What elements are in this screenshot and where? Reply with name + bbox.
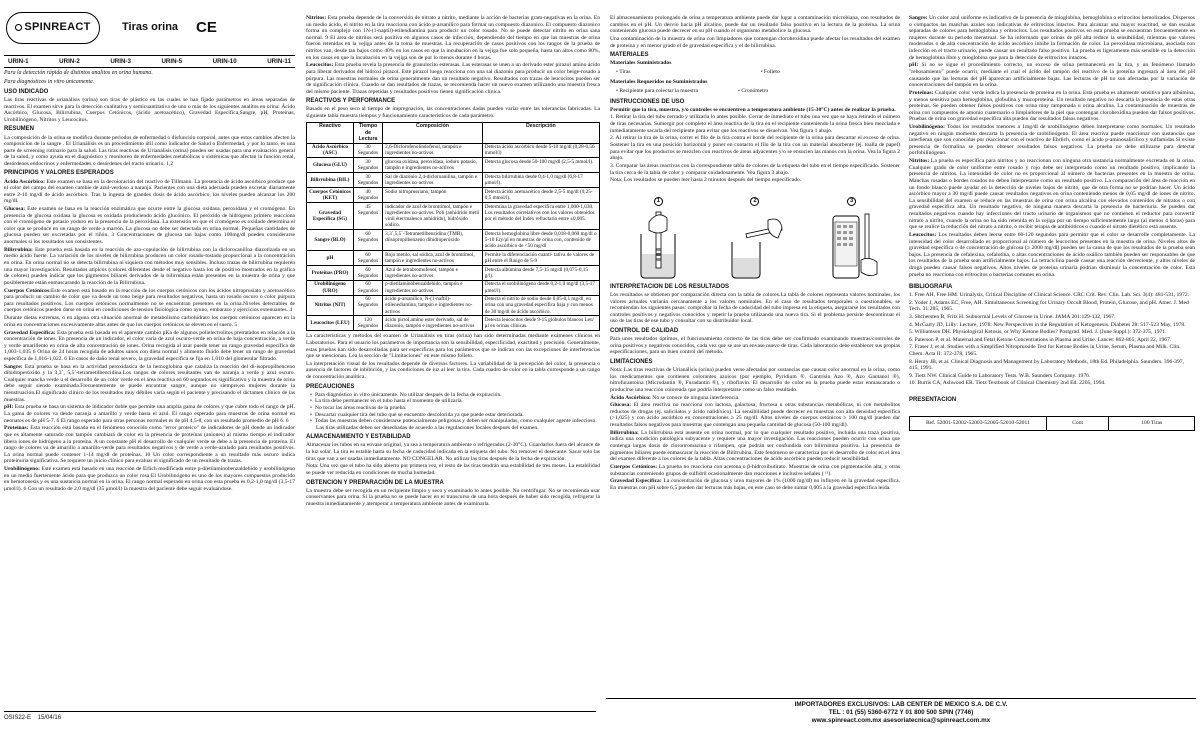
table-cell: Determina la gravedad específica entre 1,000-1,030. Los resultados correlativos con los valores obtenidos por el método del Index refractario entre ±0,005.: [482, 202, 599, 229]
term-label: Gravedad Específica:: [4, 329, 56, 336]
presentation-table: [909, 416, 1195, 431]
table-row: [307, 316, 600, 331]
list-item: • Recipiente para colectar la muestra: [616, 88, 698, 95]
table-cell: 3,3´,5,5´-Tetrametilbenzidina (TMB), diisopropilbenzeno dihidroperóxido: [383, 230, 483, 251]
table-cell: 2,6-Diclorofenolindofenol, tampón e ingredientes no-activos: [383, 143, 483, 158]
paragraph: [4, 425, 295, 465]
term-label: Leucocitos:: [306, 62, 334, 69]
paragraph: [4, 404, 295, 424]
term-text: La concentración de glucosa y urea mayores de 1% (1000 mg/dl) no influyen en la gravedad específica. En muestras con pH sobre 6,5 pueden dar lecturas más bajas, en este caso se debe sumar 0,005 a la gravedad específica leída.: [610, 478, 900, 491]
table-cell: 60 Segundos: [353, 265, 382, 280]
table-cell: Detecta ácido acetoacético desde 2,5-5 mg/dl (0,25-0,5 mmol/l).: [482, 188, 599, 203]
obtencion-text-3: Una contaminación de la muestra de orina con limpiadores que contengan clorohexidina puede afectar los resultados del examen de proteína y en menor grado el de gravedad específica y el de bilirrubina.: [610, 35, 900, 49]
interpretacion-text: Los resultados se obtienen por comparación directa con la tabla de colores.La tabla de colores representa valores nominales, los valores actuales variarán cercanamente a los valores nominales. En el caso de resultados temporales o cuestionables, se recomiendan los siguientes pasos: comprobar la fecha de caducidad del tubo impresa en la etiqueta, asegurarse los resultados con controles positivos y negativos conocidos y repetir la prueba utilizando una nueva tira. Si el problema persiste descontinuar el uso de las tiras de ese tubo y consultar con su distribuidor local.: [610, 292, 900, 325]
column-2: [306, 15, 600, 715]
table-row: [307, 143, 600, 158]
term-text: Esta prueba revela la presencia de granulocito esterasas. Las esterasas se unen a un derivado ester pirazol amino ácido para liberar derivados del hidroxi pirazol. Este pirazol luego reacciona con una sal diazonio para producir un color beige-rosado a púrpura. Las muestras normales de orina generalmente dan un resultado negativo. Resultados con trazas de leucocitos pueden ser de significación clínica. Cuando se dan resultados de trazas, se recomienda hacer un nuevo examen utilizando una muestra fresca del mismo paciente. Trazas repetidas y resultados positivos tienen significación clínica.: [306, 62, 600, 95]
material-item: Cronómetro: [741, 88, 769, 95]
bibliography-list: [909, 292, 1195, 387]
table-cell: Sangre (BLO): [307, 230, 354, 251]
bibliography-item: 2. Yoder J, Adams EC, Free, AH. Simultaneous Screening for Urinary Occult Blood, Protein, Glucose, and pH. Amer. J. Med Tech. 31:285, 1965.: [909, 299, 1189, 313]
table-cell: Glucosa (GLU): [307, 158, 354, 173]
instruction-step: 2. Al retirar la tira de la orina, correr el filo de la tira contra el borde del recipiente de la orina para descartar el exceso de orina. Sostener la tira en una posición horizontal y poner en contacto el filo de la tira con un material absorbente (ej. toalla de papel) para evitar que los productos se mezclen con reactivos de áreas adyacentes y/o se ensucien las manos con la orina. Vea la figura 2 abajo.: [610, 135, 900, 162]
list-item: • Todas las muestras deben considerarse potencialmente peligrosas y deben ser manipuladas, como cualquier agente infeccioso.: [310, 418, 600, 425]
table-cell: 120 Segundos: [353, 316, 382, 331]
table-cell: 60 Segundos: [353, 295, 382, 316]
table-row: [910, 416, 1195, 430]
table-row: [307, 158, 600, 173]
header-brand-row: [4, 4, 295, 56]
paragraph: [4, 466, 295, 492]
term-label: Bilirrubina:: [4, 246, 33, 253]
table-cell: 60 Segundos: [353, 250, 382, 265]
footer-left: [4, 711, 596, 722]
figure-3: [821, 197, 883, 280]
table-cell: Bilirrubina (BIL): [307, 173, 354, 188]
bibliography-item: 8. Henry JB, et al. Clinical Diagnosis and Management by Laboratory Methods, 18th Ed. Philadelphia. Saunders. 396-397, 415, 1991.: [909, 358, 1184, 372]
term-label: Sangre:: [909, 15, 928, 21]
material-item: Tiras: [619, 68, 631, 75]
table-cell: 60 Segundos: [353, 230, 382, 251]
table-header: Composición: [383, 122, 483, 143]
reactivos-after: La características y métodos del examen de Urianálisis en tiras (orina) han sido determinadas mediante exámenes clínicos en Laboratorios. Para el usuario los parámetros de importancia son la sensibilidad, especificidad, exactitud y precisión. Generalmente, estas pruebas han sido desarrolladas para ser específicas para los parámetros que se indican con las excepciones de interferencias que se mencionan. Lea la sección de "Limitaciones" en este mismo folleto.: [306, 333, 600, 360]
table-cell: Sal de diazonio 2,4-dicloroanilina, tampón e ingredientes no-activos: [383, 173, 483, 188]
paragraph: [909, 62, 1195, 88]
term-text: El área reactiva no reacciona con lactosa, galactosa, fructosa u otras substancias metabólicas, ni con metabolitos reductos de drogas (ej. salicilatos y ácido nalidíxico). La sensibilidad puede decrecer en muestras con alta densidad específica (>1,025) y con ácido ascórbico en concentraciones ≥ 25 mg/dl. Altos niveles de cuerpos cetónicos ≥ 100 mg/dl pueden dar resultados falsos negativos para muestras que contengan una pequeña cantidad de glucosa (50-100 mg/dl).: [610, 402, 900, 429]
section-heading-calidad: CONTROL DE CALIDAD: [610, 328, 679, 335]
uso-text: Las tiras reactivas de urianálisis (orina) son tiras de plástico en las cuales se han fijado parámetros en áreas separadas de reactivos. El examen sirve para la detección cualitativa y semicuantitativa de uno o más de los siguientes analitos en orina: Ácido Ascórbico, Glucosa, Bilirrubina, Cuerpos Cetónicos, (ácido acetoacético), Gravedad Específica,Sangre, pH, Proteínas, Urobilinógeno, Nitritos y Leucocitos.: [4, 97, 295, 123]
almacenamiento-text: Almacenar los tubos en su envase original, ya sea a temperatura ambiente o refrigerados (2-30°C). Guardarlos fuera del alcance de la luz solar. La tira es estable hasta su fecha de caducidad indicada en la etiqueta del tubo. No remover el desecante. Sacar solo las tiras que van a ser usadas inmediatamente. NO CONGELAR. No utilizar las tiras después de la fecha de expiración.: [306, 442, 600, 462]
instruction-step: 1. Retirar la tira del tubo cerrado y utilizarla lo antes posible. Cerrar de inmediato el tubo una vez que se haya retirado el número de tiras necesarias. Sumergir por completo el área reactiva de la tira en el recipiente conteniendo la orina fresca bien mezclada e inmediatamente sacarla del recipiente para evitar que los reactivos se disuelvan. Vea figura 1 abajo.: [610, 114, 900, 134]
table-cell: p-dietilaminobenzaldehido, tampón e ingredientes no-activos: [383, 280, 483, 295]
table-cell: Rojo metilo, sal sódica, azul de bromtimol, tampón e ingredientes no-activos: [383, 250, 483, 265]
code: URIN-10: [212, 58, 237, 65]
material-item: Folleto: [763, 68, 780, 75]
code: URIN-5: [161, 58, 183, 65]
bibliography-item: 3. Shchersten B, Fritz H. Subnormal Levels of Glucose in Urine. JAMA 201:129-132, 1967.: [909, 313, 1116, 320]
web-line: www.spinreact.com.mx asesoriatecnica@spinreact.com.mx: [811, 716, 991, 724]
table-row: [307, 280, 600, 295]
paragraph: [4, 206, 295, 246]
resumen-text: La composición de la orina se modifica durante periodos de enfermedad o disfunción corporal, antes que estos cambios afecten la composición de la sangre . El Urianálisis es un procedimiento útil como indicador de Salud o Enfermedad, y por lo tanto, es una parte de screening rutinario para la salud. Las tiras reactivas de Urianálisis (orina) pueden ser usadas para una evaluación general de la salud, y como ayuda en el diagnóstico y monitoreo de enfermedades metabólicas o sistémicas que afectan la función renal, desórdenes endocrinos y enfermedades o desórdenes del tracto urinario. 1,2: [4, 134, 295, 167]
list-item: • Descartar cualquier tira del tubo que se encuentre descolorida ya que puede estar deteriorada.: [310, 412, 600, 419]
term-label: Proteínas:: [909, 89, 934, 96]
column-1: [4, 4, 295, 709]
section-heading-almacenamiento: ALMACENAMIENTO Y ESTABILIDAD: [306, 434, 411, 441]
column-3: [610, 15, 900, 715]
list-item: • Para diagnóstico in vitro únicamente. No utilizar después de la fecha de expiración.: [310, 392, 600, 399]
table-cell: ácido p-arsanílico, N-(1-naftil)-etilenediamina, tampón e ingredientes no-activos: [383, 295, 483, 316]
term-text: Este prueba está basada en la reacción de azo-copulación de bilirrubina con la diclorocanilina diazotizada en un medio ácido fuerte. La variación de los niveles de bilirrubina producen un color rosado-tostado proporcional a la concentración en orina. En orina normal no se detecta bilirrubina ni siquiera con métodos muy sensibles. Incluso trazas de bilirrubina requieren una mayor investigación. Resultados atípicos (colores diferentes desde el negativo hasta los de positivo mostrados en la gráfica de colores) pueden indicar que los pigmentos biliares derivados de la bilirrubina están presentes en la muestra de orina y que posiblemente están enmascarando la reacción de la Bilirrubina.: [4, 246, 295, 286]
table-row: [307, 202, 600, 229]
reagents-table: [306, 122, 600, 332]
paragraph: [4, 247, 295, 287]
footer-right: [606, 698, 1196, 725]
term-text: Esta prueba se basa un sistema de indicador doble que permite una amplia gama de colores y que cubre todo el rango de pH. La gama de colores va desde naranja a amarillo y verde hasta el azul. El rango esperado para muestras de orina normal en neonatos es de pH 5-7. 6 El rango esperado para otras personas normales es de pH 4,5-8, con un resultado promedio de pH 6. 6: [4, 404, 295, 424]
presentation-ref: Ref. 52001-52002-52003-52005-52010-52011: [910, 416, 1047, 430]
term-text: No se conoce de ninguna interferencia.: [650, 394, 740, 401]
table-cell: 30 Segundos: [353, 143, 382, 158]
principios-continued: [306, 15, 600, 95]
term-label: Cuerpos Cetónicos:: [4, 287, 52, 294]
paragraph: [306, 15, 600, 61]
code: URIN-1: [8, 58, 29, 65]
term-text: Los resultados deben leerse entre 60-120 segundos para permitir que el color se desarrolle completamente. La intensidad del color desarrollado es proporcional al número de leucocitos presentes en la muestra de orina. Niveles altos de gravedad específica o de concentración de glucosa (≥ 2000 mg/dl) pueden ser la causa de que los resultados de la prueba sean bajos. La presencia de cefalexina, cefalotina, o altas concentraciones de ácido oxálico también pueden ser responsables de que los resultados de la prueba sean artificialmente bajos. La tetraciclina puede causar una reacción decreciente, y altos niveles de droga pueden causar falsos negativos. Altos niveles de proteína urinaria podrían disminuir la concentración de color. Esta prueba no reacciona con eritrocitos o bacterias comunes en orina.: [909, 231, 1195, 278]
paragraph: [610, 402, 900, 428]
table-cell: Leucocitos (LEU): [307, 316, 354, 331]
section-heading-resumen: RESUMEN: [4, 126, 35, 133]
spinreact-logo: [6, 12, 100, 44]
table-cell: Urobilinógeno (URO): [307, 280, 354, 295]
table-header: Descripción: [482, 122, 599, 143]
section-heading-interpretacion: INTERPRETACION DE LOS RESULTADOS: [610, 283, 730, 290]
obtencion-text-2: El almacenamiento prolongado de orina a temperatura ambiente puede dar lugar a contaminación microbiana, con resultados de cambios en el pH. Un desvío hacia pH alcalino, puede dar un resultado falso positivo en la lectura de la proteína. La orina conteniendo glucosa puede decrecer en su pH cuando el organismo metabolice la glucosa.: [610, 15, 900, 35]
obtencion-text: La muestra debe ser recogida en un recipiente limpio y seco y examinado lo antes posible. No centrifugar. No se recomienda usar conservantes para orina. Si la prueba no se puede hacer en el transcurso de una hora después de haber sido recogida, refrigerar la muestra inmediatamente y atemperar a temperatura ambiente antes de examinarla.: [306, 487, 600, 507]
dip-strip-illustration: [627, 208, 689, 280]
precauciones-list: [306, 392, 600, 425]
table-cell: Azul de tetrabromofenol, tampón e ingredientes no-activos: [383, 265, 483, 280]
term-label: Cuerpos Cetónicos:: [610, 464, 658, 471]
table-header-row: [307, 122, 600, 143]
term-text: Esta prueba depende de la conversión de nitrato a nitrito, mediante la acción de bacterias gram-negativas en la orina. En un medio ácido, el nitrito en la tira reacciona con ácido p-arsanílico para formar un compuesto diazonico. El compuesto diazonico forma un complejo con 1N-(1-naptil)-etilendiamina para producir un color rosado. No se puede detectar nitrito en orina sana normal. 9 El área de nitritos será positiva en algunos casos de infección, dependiendo del tiempo en que las muestras de orina fueron retenidas en la vejiga antes de la toma de muestras. La recuperación de casos positivos con los rangos de la prueba de nitritos van, desde tan bajos como 40% en los casos en que la incubación en la vejiga fue solo pequeña, hasta tan altos como 80%, en los casos en que la incubación en la vejiga son de por lo menos durante 4 horas.: [306, 15, 600, 61]
term-text: Esta prueba está basada en el aparente cambio pKa de algunos polielectrolitos pretratados en relación a la concentración de iones. En presencia de un indicador, el color varía de azul oscuro-verde en orina de baja concentración, a verde y verde amarillento en orina de alta concentración de iones. Orina recogida al azar puede tener un rango gravedad específica de 1,003-1,035 6 Orina de 24 horas recogida de adultos sanos con dieta normal y alimento fluido debe tener un rango de gravedad específica de 1,016-1,022. 6 En casos de daño renal severo, la gravedad específica se fija en 1,010 del glomerular filtrado.: [4, 329, 295, 362]
table-cell: Detecta el urobilinógeno desde 0,2-1,0 mg/dl (3,5-17 μmol/l).: [482, 280, 599, 295]
paragraph: [909, 90, 1195, 123]
section-heading-reactivos: REACTIVOS Y PERFORMANCE: [306, 98, 396, 105]
ce-mark: CE: [196, 18, 217, 36]
term-label: Sangre:: [4, 363, 23, 370]
code: URIN-2: [59, 58, 80, 65]
table-row: [307, 250, 600, 265]
term-text: Este examen se basa en la reacción enzimática que ocurre entre la glucosa oxidasa, peroxidasa y el cromógeno. En presencia de glucosa oxidasa la glucosa es oxidada produciendo ácido glucónico. El peróxido de hidrógeno primero reacciona con el cromógeno de potasio yoduro en la presencia de la peroxidasa. La extensión en que el cromógeno es oxidado determina el color que se produce en un rango de verde a marrón. La glucosa no debe ser detectada en orina normal. Pequeñas cantidades de glucosa pueden ser excretadas por el riñón. 3 Concentraciones de glucosa tan bajas como 100mg/dl pueden considerarse anormales si los resultados son consistentes.: [4, 206, 295, 246]
figure-number: 3: [847, 197, 856, 206]
term-text: Este examen está basado en una reacción de Erlich modificada entre p-dietilaminobenzaldehido y urobilinógeno en un medio fuertemente ácido para que produzca un color rosa El Urobilinógeno es uno de los mayores compuestos producido en hemotonesis y es una sustancia normal en la orina. El rango normal esperado en orina con esta prueba es 0,2-1,0 mg/dl (3,5-17 μmol/l). 6 Con un resultado de 2,0 mg/dl (35 μmol/l) la muestra del paciente debe seguir evaluándose.: [4, 466, 295, 492]
table-cell: indicador de azul de bromtimol, tampón e ingredientes no-activos. Poli (anhidrido metil vinil éter/malesco anhidrido), hidróxido sódico.: [383, 202, 483, 229]
table-row: [307, 265, 600, 280]
table-cell: Permite la diferenciación cuanti- tativa de valores de pH entre el Rango de 5-9: [482, 250, 599, 265]
bibliography-item: 9. Tietz NW. Clinical Guide to Laboratory Tests. W.B. Saunders Company. 1976.: [909, 372, 1091, 379]
term-text: Todos los resultados menores a 1mg/dl de urobilinógeno deben interpretarse como normales. Un resultado negativo en ningún momento descarta la presencia de urobilinógeno. El área reactiva puede reaccionar con sustancias que interfieran que son conocidas por reaccionar con el reactivo de Ehrlich, como el ácido p-aminosalicílico y sulfamidas.Si existe presencia de formalina se pueden obtener resultados falsos negativos. La prueba no debe utilizarse para detectar porfobilinógeno.: [909, 124, 1195, 157]
table-row: [307, 295, 600, 316]
list-item: • La tira debe permanecer en el tubo hasta el momento de utilizarla.: [310, 398, 600, 405]
figure-number: 2: [750, 197, 759, 206]
compare-chart-illustration: [821, 208, 883, 280]
almacenamiento-note: Nota: Una vez que el tubo ha sido abierto por primera vez, el resto de las tiras tendrán una estabilidad de tres meses. La estabilidad se puede ver reducida en condiciones de mucha humedad.: [306, 463, 600, 476]
term-label: Glucosa:: [4, 206, 26, 213]
instrucciones-nota: Nota: Los resultados se pueden leer hasta 2 minutos después del tiempo especificado.: [610, 177, 802, 184]
term-text: Durante dietas extremas, o en alguna otra situación anormal de metabolismo carbohidrato los cuerpos cetónicos aparecen en la orina en concentraciones excesivamente altas antes de que los cuerpos cetónicos se eleven en el suero. 5: [4, 315, 295, 328]
blot-strip-illustration: [724, 208, 786, 280]
term-label: Urobilinógeno:: [4, 466, 40, 473]
table-cell: Detecta hemoglobina libre desde 0,018-0,060 mg/dl o 5-10 Ery/μl en muestras de orina con, contenido de ácido ascórbico de <50 mg/dl: [482, 230, 599, 251]
term-text: Este examen está basado en la reacción de los cuerpos cetónicos con los ácidos nitroprusiato y acetoacético para producir un cambio de color que va desde un tono beige para resultados negativos, hasta un rosado oscuro o color púrpura para resultados positivos. Los cuerpos cetónicos normalmente no se encuentran presentes en la orina.Niveles detectables de cuerpos cetónicos pueden darse en orina en condiciones de tension fisiológica como ayuno, embarazo y ejercicios extenuantes. 4: [4, 287, 295, 314]
column-4: [909, 15, 1195, 715]
term-label: Nitritos:: [909, 158, 930, 165]
section-heading-presentacion: PRESENTACION: [909, 396, 957, 403]
document-date: 15/04/16: [37, 715, 62, 721]
principios-list: [4, 179, 295, 493]
term-text: Este examen se basa en la decoloración del reactivo de Tillmann. La presencia de ácido ascórbico produce que el color del campo del examen cambie de azul-verdoso a naranja. Pacientes con una dieta adecuada pueden excretar diariamente entre 2-10 mg/dl de ácido ascórbico. Tras la ingesta de grandes dosis de ácido ascórbico, los niveles pueden alcanzar los 200 mg/dl.: [4, 178, 295, 205]
term-label: Proteínas:: [4, 425, 29, 432]
bibliography-item: 5. Williamson DH. Physiological Ketosis, or Why Ketone Bodies? Postgrad. Med. J. (June Suppl.): 372-375, 1971.: [909, 329, 1167, 336]
product-title: Tiras orina: [122, 21, 179, 34]
table-cell: 40 Segundos: [353, 188, 382, 203]
paragraph: [306, 62, 600, 95]
figure-number: 1: [654, 197, 663, 206]
bibliography-item: 1. Free AH, Free HM. Urinalysis, Critical Discipline of Clinical Science. CRC Crit. Rev. Clin. Lab. Sci. 3(4): 481-531, 1972.: [909, 292, 1190, 299]
phone-line: TEL : 01 (55) 5360-6772 Y 01 800 500 SPIN (7746): [828, 708, 974, 716]
reagents-table-body: [307, 143, 600, 331]
term-label: Ácido Ascórbico:: [610, 394, 651, 401]
section-heading-obtencion: OBTENCION Y PREPARACIÓN DE LA MUESTRA: [306, 479, 444, 486]
term-label: pH:: [4, 404, 14, 411]
term-text: Esta prueba se basa en la actividad peroxidasica de la hemoglobina que cataliza la reacción del di-isopropilbenceno dihidroperóxido y la 3,3´, 5,5´-tetrametilbencidina.Los rangos de colores resultantes van de naranja a verde y azul oscuro. Cualquier mancha verde u el desarrollo de un color verde en el área reactiva en 60 segundos es significativo y la muestra de orina debe seguir siendo examinada.Frecuentemente se puede encontrar sangre, aunque no siempre,en mujeres durante la menstruación.El significado clínico de los resultados muy débiles varía según el paciente y precisando el dictamen clínico de las muestras.: [4, 363, 295, 403]
limitaciones-intro: Nota: Las tiras reactivas de Urianálisis (orina) pueden verse afectadas por sustancias que causan color anormal en la orina, como los medicamentos que contienen colorantes azoicos (por ejemplo, Pyridium ®, Gantrisin Azo ®, Azo Gantanol ®), nitrofurantoína (Microdantin ®, Furadantin ®), y riboflavin. El desarrollo de color en la prueba puede estar enmascarado o producirse una reacción coloreada que podría interpretarse como un falso resultado.: [610, 366, 900, 393]
table-cell: glucosa oxidasa, peroxidasa, ioduro potasio, tampón e ingredientes no-activos: [383, 158, 483, 173]
table-row: [307, 230, 600, 251]
paragraph: [4, 330, 295, 363]
precauciones-note: Las tiras utilizadas deben ser desechadas de acuerdo a las regulaciones locales después del examen.: [316, 424, 539, 431]
instruction-illustrations: [610, 188, 900, 280]
paragraph: [909, 158, 1195, 231]
section-heading-instrucciones: INSTRUCCIONES DE USO: [610, 98, 685, 105]
table-header: Tiempo de Lectura: [353, 122, 382, 143]
term-label: Glucosa:: [610, 402, 632, 409]
term-label: Urobilinógeno:: [909, 124, 945, 131]
table-cell: 45 Segundos: [353, 202, 382, 229]
brand-name: SPINREACT: [24, 21, 91, 34]
table-cell: 30 Segundos: [353, 173, 382, 188]
bibliography-item: 7. Fraser J, et al. Studies with a Simplified Nitroprusside Test for Ketone Bodies in Urine, Serum, Plasma and Milk. Clin. Chem. Acta II: 372-378, 1965.: [909, 344, 1181, 357]
term-text: Esta reacción está basada en el fenómeno conocido como "error proteico" de indicadores de pH donde un indicador que es altamente saturado con tampón cambiará de color en la presencia de proteínas (aniones) al mismo tiempo el indicador libera iones de hidrógeno a la proteína. A un constante pH el desarrollo de cualquier verde se debe a la presencia de proteína. El rango de colores va de amarillo a amarillo-verde para resultados negativos y de verde a verde-azulado para resultados positivos. La orina normal puede contener 1-14 mg/dl de proteínas. 10 Un color correspondiente a un resultado más oscuro indica proteinuria significativa. Se requiere un juicio clínico para evaluar el significado de un resultado de trazas.: [4, 425, 295, 465]
table-cell: pH: [307, 250, 354, 265]
paragraph: [909, 15, 1195, 61]
term-label: Ácido Ascórbico:: [4, 178, 45, 185]
presentation-cont: Cont: [1046, 416, 1109, 430]
subtitle-2: Para diagnósticos in vitro únicamente.: [4, 79, 95, 86]
table-cell: Detecta ácido ascórbico desde 5-10 mg/dl (0,28-0,56 mmol/l): [482, 143, 599, 158]
list-item: • No tocar las áreas reactivas de la prueba.: [310, 405, 600, 412]
bibliography-item: 4. McGarry JD, Lilly: Lecture, 1978: New Perspectives in the Regulation of Ketogenesis. Diabetes 28: 517-523 May, 1978.: [909, 321, 1186, 328]
table-row: [307, 188, 600, 203]
term-text: La prueba es específica para nitritos y no reaccionan con ninguna otra sustancia normalmente excretada en la orina. Cualquier grado de color uniforme entre rosado y rojo debe ser interpretado como un resultado positivo, implicando la presencia de nitritos. La intensidad de color no es proporcional al número de bacterias presentes en la muestra de orina. Manchas rosadas o bordes rosados no deben interpretarse como un resultado positivo. La comparación del área de reacción en un fondo blanco puede ayudar en la detección de niveles bajos de nitrito, que de otra forma no se podrían hacer. Un ácido ascórbico mayor a 30 mg/dl puede causar resultados negativos en orina conteniendo menos de 0,05 mg/dl de iones de nitrito. La sensibilidad del examen se reduce en las muestras de orina con orina alcalina con elevados contenidos de nitratos o con gravedad específica alta. Un resultado negativo, de ninguna manera descarta la presencia de bacteriuria. Se pueden dar resultados negativos cuando hay infecciones del tracto urinario de organismos que no contienen el reductor para convertir nitrato a nitrito, cuando la orina no ha sido retenida en la vejiga por un tiempo suficientemente largo (al menos 4 horas) para que se realice la reducción del nitrato a nitrito, o recibir terapia de antibióticos o cuando el nitrato dietético está ausente.: [909, 158, 1195, 231]
table-cell: Detecta leucocitos desde 9-15 glóbulos blancos Leu/μl en orinas clínicas.: [482, 316, 599, 331]
table-cell: Detecta glucosa desde 50-100 mg/dl (2,5-5 mmol/l).: [482, 158, 599, 173]
code: URIN-3: [110, 58, 131, 65]
list-item: • Cronómetro: [737, 88, 769, 95]
paragraph: [4, 179, 295, 205]
term-label: pH:: [909, 62, 919, 69]
figure-2: [724, 197, 786, 280]
materiales-sub-2: Materiales Requeridos no Suministrados: [610, 79, 708, 86]
term-label: Gravedad Específica:: [610, 478, 662, 485]
limitaciones-continued: [909, 15, 1195, 278]
document-code: OSIS22-E: [4, 715, 32, 721]
instruction-step: 3. Comparar las áreas reactivas con la correspondiente tabla de colores de la etiqueta del tubo en el tiempo especificado. Sostener la tira cerca de la tabla de color y comparar cuidadosamente. Vea figura 3 abajo.: [610, 163, 900, 176]
presentation-qty: 100 Tiras: [1109, 416, 1195, 430]
paragraph: [610, 430, 900, 463]
table-cell: Sodio nitroprussiano, tampón: [383, 188, 483, 203]
calidad-text: Para unos resultados óptimos, el funcionamiento correcto de las tiras debe ser confirmado examinando muestras/controles de orina positivos y negativos conocidos, cada vez que se use un envase nuevo de tiras. Cada laboratorio debe establecer sus propias especificaciones, para un buen control del método.: [610, 336, 900, 356]
term-text: Si no se sigue el procedimiento correcto, un exceso de orina permanecerá en la tira, y un fenómeno llamado "rebosamiento" puede ocurrir, mediante el cual el ácido del tampón del reactivo de la proteína ingresará al área del pH causando que las lecturas del pH aparezcan artificialmente bajas. Las lecturas de pH no son afectadas por la variación de concentraciones del tampón en la orina.: [909, 62, 1195, 89]
paragraph: [4, 288, 295, 314]
paragraph: [4, 315, 295, 328]
table-cell: Proteínas (PRO): [307, 265, 354, 280]
figure-1: [627, 197, 689, 280]
code: URIN-11: [267, 58, 291, 65]
reactivos-intro: Basado en el peso seco al tiempo de impregnación, las concentraciones dadas pueden variar entre las tolerancias fabricadas. La siguiente tabla muestra tiempos y funcionamiento característicos de cada parámetro.: [306, 106, 600, 119]
section-heading-bibliografia: BIBLIOGRAFIA: [909, 284, 953, 291]
term-text: Cualquier color verde indica la presencia de proteína en la orina. Esta prueba es altamente sensitiva para albúmina, y menos sensitiva para hemoglobina, globulina y mucoproteína. Un resultado negativo no descarta la presencia de estas otras proteínas. Se pueden obtener falsos positivos con orina muy tamponada u orina alcalina. La contaminación de muestras de orina con compuestos de amonio cuaternario o limpiadores de la piel que contengan clorohexidina pueden dar falsos positivos. Pruebas de orina con gravedad específica alta pueden dar resultados falsos negativos.: [909, 89, 1195, 123]
logo-mark-icon: [15, 24, 22, 31]
table-cell: 30 Segundos: [353, 158, 382, 173]
material-item: Recipiente para colectar la muestra: [619, 88, 698, 95]
table-cell: ácido pirrol amino ester derivado, sal de diazonio, tampón e ingredientes no-activos: [383, 316, 483, 331]
materiales-supplied: [616, 69, 900, 76]
importer-line: IMPORTADORES EXCLUSIVOS: LAB CENTER DE MEXICO S.A. DE C.V.: [794, 701, 1008, 708]
table-header: Reactivo: [307, 122, 354, 143]
reactivos-after-2: La interpretación visual de los resultados depende de diversos factores. La variabilidad de la percepción del color, la presencia o ausencia de factores de inhibición, y las condiciones de luz al leer la tira. Cada cuadro de color en la tabla corresponde a un rango de concentración analítica.: [306, 360, 600, 381]
section-heading-uso: USO INDICADO: [4, 88, 49, 95]
term-text: La bilirrubina está ausente en orina normal, por lo que cualquier resultado positivo, incluida una traza positiva, indica una condición patológica subyacente y requiere una mayor investigación. Las reacciones pueden ocurrir con orina que contenga largas dosis de clorопromazina o rifampen, que podrán ser confundida con bilirrubina positiva. La presencia de pigmentos biliares puede enmascarar la reacción de Bilirrubina. Este fenómeno se caracteriza por el desarrollo de color en el área del examen diferente a los colores de la tabla. Altas concentraciones de ácido ascórbico pueden reducir sensibilidad.: [610, 429, 900, 463]
term-text: Un color azul uniforme es indicativo de la presencia de mioglobina, hemoglobina o eritrocitos hemolizados. Dispersos o compactos las manchas azules son indicativas de eritrocitos intactos. Para alcanzar una mayor exactitud, se dan escalas separadas de colores para hemoglobina y eritrocitos. Los resultados positivos en esta prueba se encuentran frecuentemente en mujeres durante su periodo menstrual. Se ha informado que orinas de pH alta reduce la sensibilidad, mientras que valores moderados o de alta concentración de ácido ascórbico inhibe la formación de color. La peroxidasa microbiana, asociada con infección en el tracto urinario, puede causar un resultado falso positivo. La prueba es ligeramente más sensible en la detección de hemoglobina libre y mioglobina que para la detección de eritrocitos intactos.: [909, 15, 1195, 61]
term-label: Bilirrubina:: [610, 429, 639, 436]
bibliography-item: 6. Paterson P, et al. Maternal and Fetal Ketone Concentrations in Plasma and Urine. Lancet: 862-865; April 22, 1967.: [909, 336, 1172, 343]
paragraph: [610, 478, 900, 491]
table-cell: 60 Segundos: [353, 280, 382, 295]
paragraph: [909, 232, 1195, 278]
list-item: • Folleto: [760, 68, 780, 75]
term-label: Leucocitos:: [909, 231, 937, 238]
table-cell: Cuerpos Cetónicos (KET): [307, 188, 354, 203]
paragraph: [610, 464, 900, 477]
term-text: La prueba no reacciona con acetona o β-hidroxibutirato. Muestras de orina con pigmentación alta, y otras substancias conteniendo grupos de sulfidril ocasionalmente dan reacciones e inclusive señales ( ¹¹).: [610, 464, 900, 477]
paragraph: [610, 395, 900, 402]
table-cell: Nitritos (NIT): [307, 295, 354, 316]
list-item: • Tiras: [616, 68, 631, 75]
materiales-required: [616, 88, 900, 95]
table-cell: Detecta albúmina desde 7,5-15 mg/dl (0,075-0,15 g/l).: [482, 265, 599, 280]
term-label: Nitritos:: [306, 15, 327, 21]
materiales-sub-1: Materiales Suministrados: [610, 60, 672, 67]
table-row: [307, 173, 600, 188]
section-heading-limitaciones: LIMITACIONES: [610, 358, 653, 365]
paragraph: [4, 364, 295, 404]
bibliography-item: 10. Burtis CA, Ashwood ER. Tietz Textbook of Clinical Chemistry 2nd Ed. 2205, 1994.: [909, 380, 1106, 387]
instrucciones-lead: Permitir que la tira, muestra, y/o controles se encuentren a temperatura ambiente (15-30°C) antes de realizar la prueba.: [610, 106, 896, 113]
subtitle-1: Para la detección rápida de distintos analitos en orina humana.: [4, 70, 153, 77]
table-cell: Detecta bilirrubina desde 0,4-1,0 mg/dl (6,8-17 μmol/l).: [482, 173, 599, 188]
paragraph: [909, 124, 1195, 157]
product-codes: [4, 56, 295, 68]
table-cell: Ácido Ascórbico (ASC): [307, 143, 354, 158]
section-heading-principios: PRINCIPIOS Y VALORES ESPERADOS: [4, 170, 114, 177]
table-cell: Detecta el nitrito de sodio desde 0,05-0,1 mg/dl, en orina con una gravedad específica baja y con menos de 30 mg/dl de ácido ascórbico.: [482, 295, 599, 316]
table-cell: Gravedad Específica (SG): [307, 202, 354, 229]
limitaciones-list: [610, 395, 900, 492]
section-heading-precauciones: PRECAUCIONES: [306, 383, 355, 390]
section-heading-materiales: MATERIALES: [610, 52, 649, 59]
